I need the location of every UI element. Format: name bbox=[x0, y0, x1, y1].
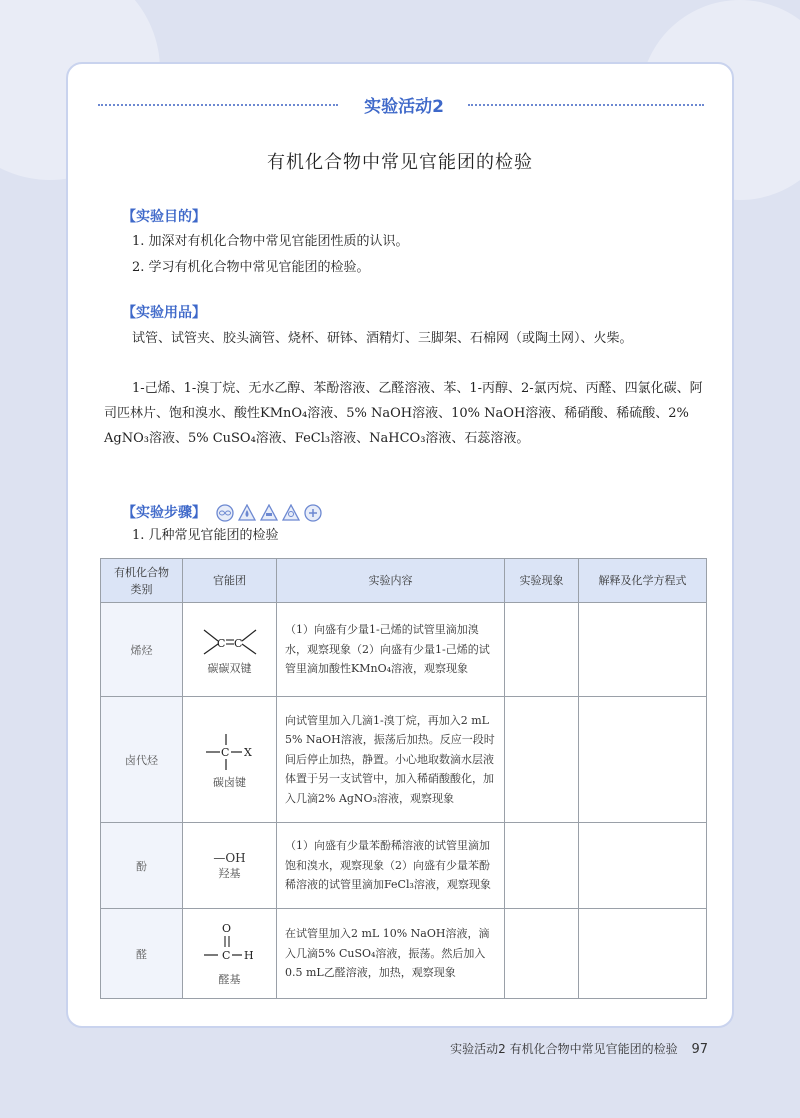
svg-text:C: C bbox=[220, 745, 229, 759]
explanation-cell bbox=[579, 909, 707, 999]
column-header: 实验现象 bbox=[505, 559, 579, 603]
page-title: 有机化合物中常见官能团的检验 bbox=[267, 152, 533, 173]
svg-text:C: C bbox=[216, 636, 225, 650]
observation-cell bbox=[505, 823, 579, 909]
svg-text:X: X bbox=[243, 745, 252, 759]
column-header: 官能团 bbox=[183, 559, 277, 603]
ventilation-icon bbox=[304, 504, 322, 522]
functional-group-cell bbox=[183, 697, 277, 823]
table-row bbox=[101, 697, 707, 823]
goggles-icon bbox=[216, 504, 234, 522]
svg-text:C: C bbox=[233, 636, 242, 650]
column-header: 实验内容 bbox=[277, 559, 505, 603]
explanation-cell bbox=[579, 823, 707, 909]
table-row bbox=[101, 909, 707, 999]
divider-dots-right bbox=[468, 104, 704, 106]
page-footer bbox=[450, 1040, 708, 1057]
functional-group-cell bbox=[183, 909, 277, 999]
functional-group-cell bbox=[183, 823, 277, 909]
category-cell: 烯烃 bbox=[101, 603, 183, 697]
functional-group-name: 醛基 bbox=[218, 972, 241, 986]
activity-tag: 实验活动2 bbox=[364, 97, 444, 117]
purpose-item: 1. 加深对有机化合物中常见官能团性质的认识。 bbox=[132, 234, 409, 249]
functional-group-cell bbox=[183, 603, 277, 697]
steps-heading: 【实验步骤】 bbox=[122, 505, 206, 521]
structure-alkene bbox=[200, 624, 260, 660]
functional-group-name: 羟基 bbox=[218, 866, 241, 880]
category-cell: 卤代烃 bbox=[101, 697, 183, 823]
observation-cell bbox=[505, 909, 579, 999]
purpose-heading: 【实验目的】 bbox=[122, 209, 206, 225]
content-cell: 向试管里加入几滴1-溴丁烷，再加入2 mL 5% NaOH溶液，振荡后加热。反应一段时间后停止加热，静置。小心地取数滴水层液体置于另一支试管中，加入稀硝酸酸化，加入几滴2% AgNO₃溶液，观察现象 bbox=[277, 697, 505, 823]
content-cell: 在试管里加入2 mL 10% NaOH溶液，滴入几滴5% CuSO₄溶液，振荡。然后加入0.5 mL乙醛溶液，加热，观察现象 bbox=[277, 909, 505, 999]
svg-text:H: H bbox=[243, 948, 254, 962]
divider-dots-left bbox=[98, 104, 338, 106]
category-cell: 醛 bbox=[101, 909, 183, 999]
category-cell: 酚 bbox=[101, 823, 183, 909]
functional-group-name: 碳碳双键 bbox=[207, 661, 252, 675]
structure-aldehyde bbox=[200, 921, 260, 971]
table-header-row bbox=[101, 559, 707, 603]
toxic-warning-icon bbox=[282, 504, 300, 522]
column-header: 有机化合物类别 bbox=[101, 559, 183, 603]
functional-group-structure: —OH bbox=[213, 850, 246, 865]
materials-equipment: 试管、试管夹、胶头滴管、烧杯、研钵、酒精灯、三脚架、石棉网（或陶土网）、火柴。 bbox=[132, 331, 633, 346]
column-header: 解释及化学方程式 bbox=[579, 559, 707, 603]
activity-header bbox=[68, 92, 732, 118]
corrosive-warning-icon bbox=[260, 504, 278, 522]
footer-text: 实验活动2 有机化合物中常见官能团的检验 bbox=[450, 1042, 678, 1056]
content-cell: （1）向盛有少量1-己烯的试管里滴加溴水，观察现象（2）向盛有少量1-己烯的试管里滴加酸性KMnO₄溶液，观察现象 bbox=[277, 603, 505, 697]
svg-text:C: C bbox=[221, 948, 230, 962]
content-cell: （1）向盛有少量苯酚稀溶液的试管里滴加饱和溴水，观察现象（2）向盛有少量苯酚稀溶液的试管里滴加FeCl₃溶液，观察现象 bbox=[277, 823, 505, 909]
table-row bbox=[101, 603, 707, 697]
explanation-cell bbox=[579, 697, 707, 823]
steps-subheading: 1. 几种常见官能团的检验 bbox=[132, 528, 279, 543]
experiment-table bbox=[100, 558, 706, 999]
purpose-item: 2. 学习有机化合物中常见官能团的检验。 bbox=[132, 260, 370, 275]
structure-haloalkane bbox=[200, 730, 260, 774]
fire-warning-icon bbox=[238, 504, 256, 522]
observation-cell bbox=[505, 603, 579, 697]
observation-cell bbox=[505, 697, 579, 823]
svg-text:O: O bbox=[221, 921, 231, 935]
functional-group-name: 碳卤键 bbox=[213, 775, 246, 789]
materials-reagents: 1-己烯、1-溴丁烷、无水乙醇、苯酚溶液、乙醛溶液、苯、1-丙醇、2-氯丙烷、丙醛、四氯化碳、阿司匹林片、饱和溴水、酸性KMnO₄溶液、5% NaOH溶液、10% NaOH溶液、稀硝酸、稀硫酸、2% AgNO₃溶液、5% CuSO₄溶液、FeCl₃溶液、NaHCO₃溶液、石蕊溶液。 bbox=[104, 381, 703, 446]
page-number: 97 bbox=[691, 1042, 708, 1057]
safety-icons bbox=[216, 504, 322, 522]
explanation-cell bbox=[579, 603, 707, 697]
materials-heading: 【实验用品】 bbox=[122, 305, 206, 321]
table-row bbox=[101, 823, 707, 909]
page-card bbox=[66, 62, 734, 1028]
